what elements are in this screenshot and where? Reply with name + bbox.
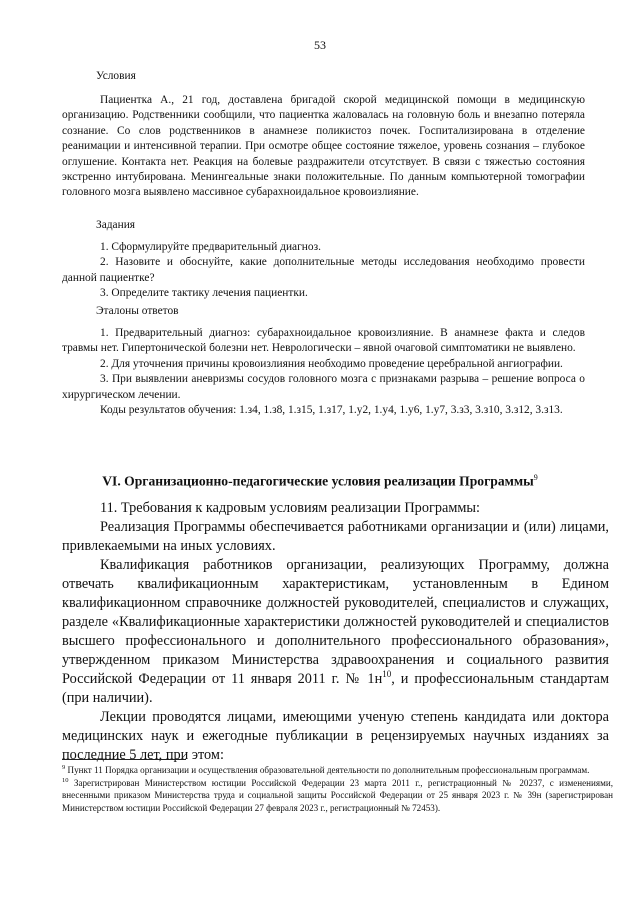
page-number: 53 [314, 38, 326, 52]
paragraph-qualification-text: Квалификация работников организации, реализующих Программу, должна отвечать квалификационным характеристикам, установленным в Едином квалификационном справочнике должностей руководителей, специалистов и служащих, разделе «Квалификационные характеристики должностей руководителей и специалистов высшего профессионального и дополнительного профессионального образования», утвержденном приказом Министерства здравоохранения и социального развития Российской Федерации от 11 января 2011 г. № 1н [62, 557, 609, 687]
footnote-separator [62, 759, 186, 760]
paragraph-qualification [62, 556, 609, 708]
assignment-item: 2. Назовите и обоснуйте, какие дополнительные методы исследования необходимо провести данной пациентке? [62, 256, 585, 284]
footnote-ref: 9 [533, 473, 538, 482]
assignment-item: 3. Определите тактику лечения пациентки. [100, 287, 308, 300]
section-title-text: VI. Организационно-педагогические условия реализации Программы [102, 473, 534, 489]
paragraph-lectures: Лекции проводятся лицами, имеющими ученую степень кандидата или доктора медицинских наук и ежегодные публикации в рецензируемых научных изданиях за последние 5 лет, при этом: [62, 709, 609, 763]
subsection-heading: 11. Требования к кадровым условиям реализации Программы: [100, 500, 480, 516]
assignments-list [62, 240, 585, 302]
assignment-item: 1. Сформулируйте предварительный диагноз. [100, 241, 321, 253]
footnote-text: Зарегистрирован Министерством юстиции Российской Федерации 23 марта 2011 г., регистрационный № 20237, с изменениями, внесенными приказом Министерства труда и социальной защиты Российской Федерации от 25 января 2023 г. № 39н (зарегистрирован Министерством юстиции Российской Федерации 27 февраля 2023 г., регистрационный № 72453). [62, 777, 613, 813]
conditions-heading: Условия [96, 70, 136, 82]
assignments-heading: Задания [96, 219, 136, 231]
section-body [62, 499, 609, 765]
paragraph-staff: Реализация Программы обеспечивается работниками организации и (или) лицами, привлекаемыми на иных условиях. [62, 519, 609, 554]
footnote [62, 777, 613, 815]
footnote-text: Пункт 11 Порядка организации и осуществления образовательной деятельности по дополнительным профессиональным программам. [67, 765, 590, 775]
footnote-marker: 10 [62, 776, 69, 784]
footnotes [62, 764, 613, 814]
paragraph-qualification-end: , и профессиональным стандартам (при наличии). [62, 671, 610, 706]
answer-item: 1. Предварительный диагноз: субарахноидальное кровоизлияние. В анамнезе факта и следов травмы нет. Гипертонической болезни нет. Неврологически – явной очаговой симптоматики не выявлено. [62, 327, 585, 355]
footnote [62, 764, 613, 777]
answers-heading: Эталоны ответов [96, 305, 179, 317]
footnote-marker: 9 [62, 763, 66, 771]
answer-item: 2. Для уточнения причины кровоизлияния необходимо проведение церебральной ангиографии. [100, 357, 563, 370]
footnote-ref: 10 [382, 669, 392, 680]
section-title [0, 473, 640, 490]
answer-item: 3. При выявлении аневризмы сосудов головного мозга с признаками разрыва – решение вопроса о хирургическом лечении. [62, 373, 585, 401]
conditions-text: Пациентка А., 21 год, доставлена бригадой скорой медицинской помощи в медицинскую организацию. Родственники сообщили, что пациентка жаловалась на головную боль и внезапно потеряла сознание. Со слов родственников в анамнезе поликистоз почек. Госпитализирована в отделение реанимации и интенсивной терапии. При осмотре общее состояние тяжелое, уровень сознания – глубокое оглушение. Контакта нет. Реакция на болевые раздражители отсутствует. В связи с тяжестью состояния экстренно интубирована. Менингеальные знаки положительные. По данным компьютерной томографии головного мозга выявлено массивное субарахноидальное кровоизлияние. [62, 94, 585, 199]
answers-list [62, 326, 585, 418]
result-codes: Коды результатов обучения: 1.з4, 1.з8, 1.з15, 1.з17, 1.у2, 1.у4, 1.у6, 1.у7, 3.з3, 3.з10, 3.з12, 3.з13. [100, 404, 563, 417]
